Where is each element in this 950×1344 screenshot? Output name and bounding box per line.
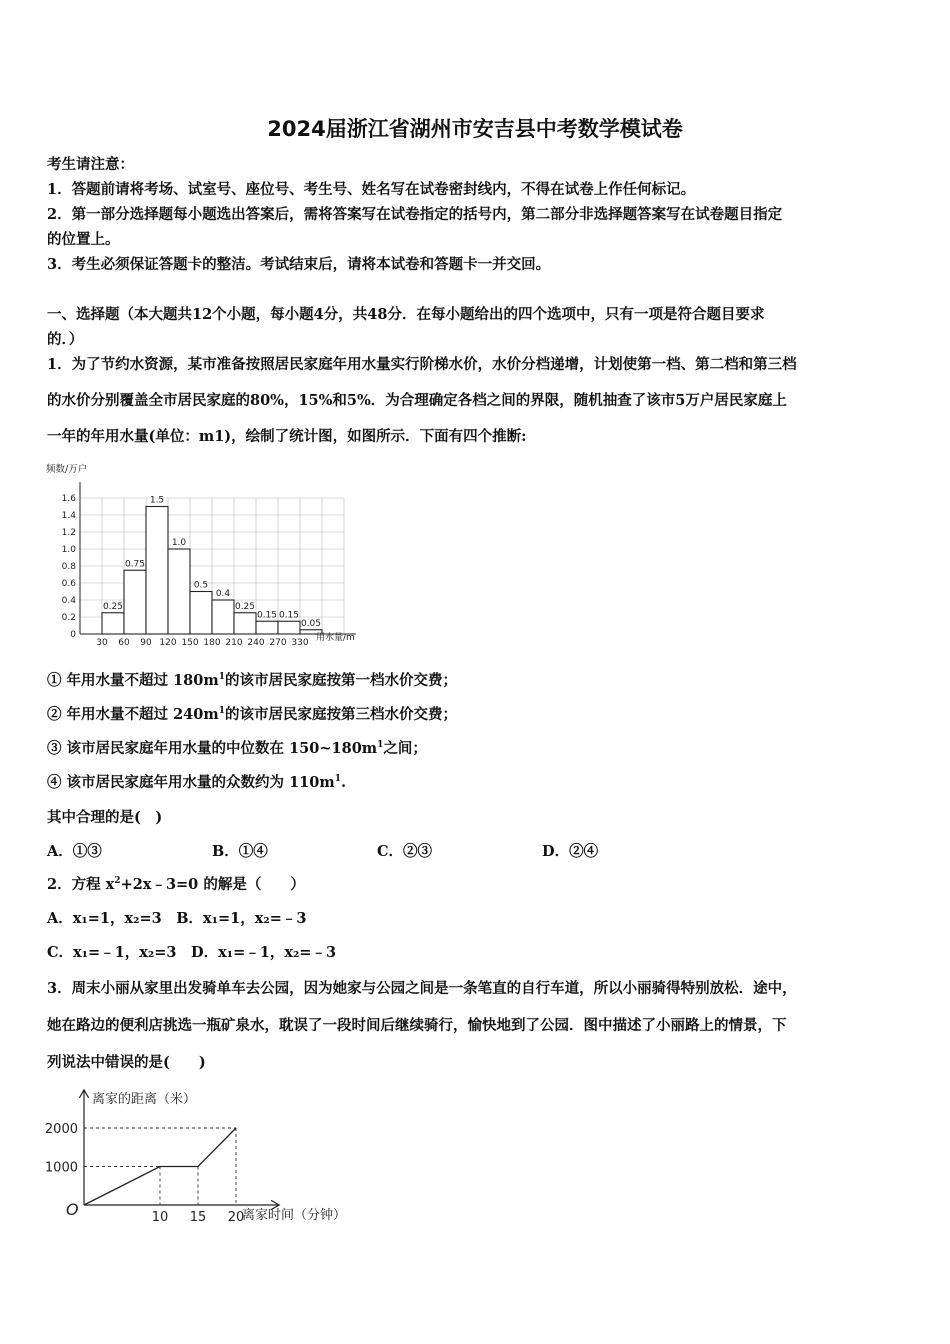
q1-stem: 一年的年用水量(单位：m1)，绘制了统计图，如图所示．下面有四个推断: xyxy=(47,428,527,445)
histogram-bar xyxy=(278,621,300,634)
y-tick-label: 1.2 xyxy=(61,528,76,538)
distance-time-chart xyxy=(30,1085,390,1230)
y-tick-label: 1.4 xyxy=(61,511,76,521)
y-tick-label: 0 xyxy=(70,630,76,640)
q2-options-ab[interactable]: A．x₁=1，x₂=3 B．x₁=1，x₂=﹣3 xyxy=(47,910,307,927)
notice-item: 2．第一部分选择题每小题选出答案后，需将答案写在试卷指定的括号内，第二部分非选择题答案写在试卷题目指定 xyxy=(47,206,783,223)
y-tick-label: 1000 xyxy=(44,1160,78,1176)
y-tick-label: 2000 xyxy=(44,1122,78,1137)
bar-value-label: 0.4 xyxy=(215,589,231,599)
q1-statement-4: ④ 该市居民家庭年用水量的众数约为 $110m^1$. xyxy=(47,774,347,791)
q1-statement-1: ① 年用水量不超过 $180m^1$的该市居民家庭按第一档水价交费； xyxy=(47,672,457,689)
x-tick-label: 60 xyxy=(118,638,130,648)
histogram-bar xyxy=(212,600,234,634)
histogram-bar xyxy=(124,570,146,634)
q1-option-b[interactable]: B．①④ xyxy=(212,843,268,860)
q1-option-a[interactable]: A．①③ xyxy=(47,843,102,860)
y-tick-label: 0.2 xyxy=(61,613,76,623)
q3-stem: 3．周末小丽从家里出发骑单车去公园，因为她家与公园之间是一条笔直的自行车道，所以小丽骑得特别放松．途中， xyxy=(47,980,797,997)
section-heading-cont: 的．） xyxy=(47,331,84,348)
y-tick-label: 0.8 xyxy=(61,562,76,572)
bar-value-label: 1.5 xyxy=(149,495,165,506)
histogram-bar xyxy=(190,592,212,635)
x-tick-label: 30 xyxy=(96,638,108,648)
histogram-xlabel: 用水量/m xyxy=(316,633,355,643)
q1-option-d[interactable]: D．②④ xyxy=(542,843,599,860)
bar-value-label: 0.15 xyxy=(256,610,278,621)
x-tick-label: 210 xyxy=(225,638,243,648)
q1-option-c[interactable]: C．②③ xyxy=(377,843,433,860)
x-tick-label: 90 xyxy=(140,638,152,648)
bar-value-label: 0.15 xyxy=(278,610,300,621)
origin-label: O xyxy=(66,1200,79,1219)
x-tick-label: 20 xyxy=(227,1210,245,1225)
histogram-bar xyxy=(168,549,190,634)
histogram-ylabel: 频数/万户 xyxy=(46,464,88,475)
bar-value-label: 0.75 xyxy=(124,559,146,570)
histogram-bar xyxy=(256,621,278,634)
x-tick-label: 150 xyxy=(181,638,199,648)
q3-stem: 列说法中错误的是( ) xyxy=(47,1054,206,1071)
q1-stem: 1．为了节约水资源，某市准备按照居民家庭年用水量实行阶梯水价，水价分档递增，计划使第一档、第二档和第三档 xyxy=(47,356,797,373)
page-title: 2024届浙江省湖州市安吉县中考数学模试卷 xyxy=(267,117,683,141)
histogram-bar xyxy=(146,507,168,635)
histogram-chart xyxy=(40,460,370,650)
bar-value-label: 0.5 xyxy=(193,580,209,591)
line-xlabel: 离家时间（分钟） xyxy=(242,1208,347,1223)
histogram-bar xyxy=(102,613,124,634)
notice-item: 的位置上。 xyxy=(47,231,120,248)
q3-stem: 她在路边的便利店挑选一瓶矿泉水，耽误了一段时间后继续骑行，愉快地到了公园．图中描述了小丽路上的情景，下 xyxy=(47,1017,787,1034)
x-tick-label: 240 xyxy=(247,638,265,648)
notice-item: 3．考生必须保证答题卡的整洁。考试结束后，请将本试卷和答题卡一并交回。 xyxy=(47,256,551,273)
x-tick-label: 10 xyxy=(151,1210,169,1225)
q2-options-cd[interactable]: C．x₁=﹣1，x₂=3 D．x₁=﹣1，x₂=﹣3 xyxy=(47,944,337,961)
notice-item: 1．答题前请将考场、试室号、座位号、考生号、姓名写在试卷密封线内，不得在试卷上作任何标记。 xyxy=(47,181,696,198)
line-ylabel: 离家的距离（米） xyxy=(92,1092,197,1107)
q2-stem: 2．方程 $x^2+2x﹣3=0$ 的解是（ ） xyxy=(47,876,305,893)
histogram-bar xyxy=(234,613,256,634)
q1-statement-3: ③ 该市居民家庭年用水量的中位数在 $150\sim 180m^1$之间； xyxy=(47,740,427,757)
bar-value-label: 0.05 xyxy=(300,618,322,629)
x-tick-label: 15 xyxy=(189,1210,207,1225)
x-tick-label: 180 xyxy=(203,638,221,648)
y-tick-label: 0.4 xyxy=(61,596,76,606)
q1-statement-2: ② 年用水量不超过 $240m^1$的该市居民家庭按第三档水价交费； xyxy=(47,706,457,723)
bar-value-label: 0.25 xyxy=(102,601,124,612)
y-tick-label: 1.0 xyxy=(61,545,76,555)
bar-value-label: 0.25 xyxy=(234,601,256,612)
y-tick-label: 1.6 xyxy=(61,494,76,504)
y-tick-label: 0.6 xyxy=(61,579,76,589)
section-heading: 一、选择题（本大题共12个小题，每小题4分，共48分．在每小题给出的四个选项中，只有一项是符合题目要求 xyxy=(47,306,765,323)
x-tick-label: 120 xyxy=(159,638,177,648)
q1-stem: 的水价分别覆盖全市居民家庭的80%，15%和5%．为合理确定各档之间的界限，随机抽查了该市5万户居民家庭上 xyxy=(47,392,787,409)
x-tick-label: 330 xyxy=(291,638,309,648)
notice-heading: 考生请注意： xyxy=(47,156,134,173)
q1-prompt: 其中合理的是( ) xyxy=(47,809,163,826)
x-tick-label: 270 xyxy=(269,638,287,648)
bar-value-label: 1.0 xyxy=(171,538,187,548)
